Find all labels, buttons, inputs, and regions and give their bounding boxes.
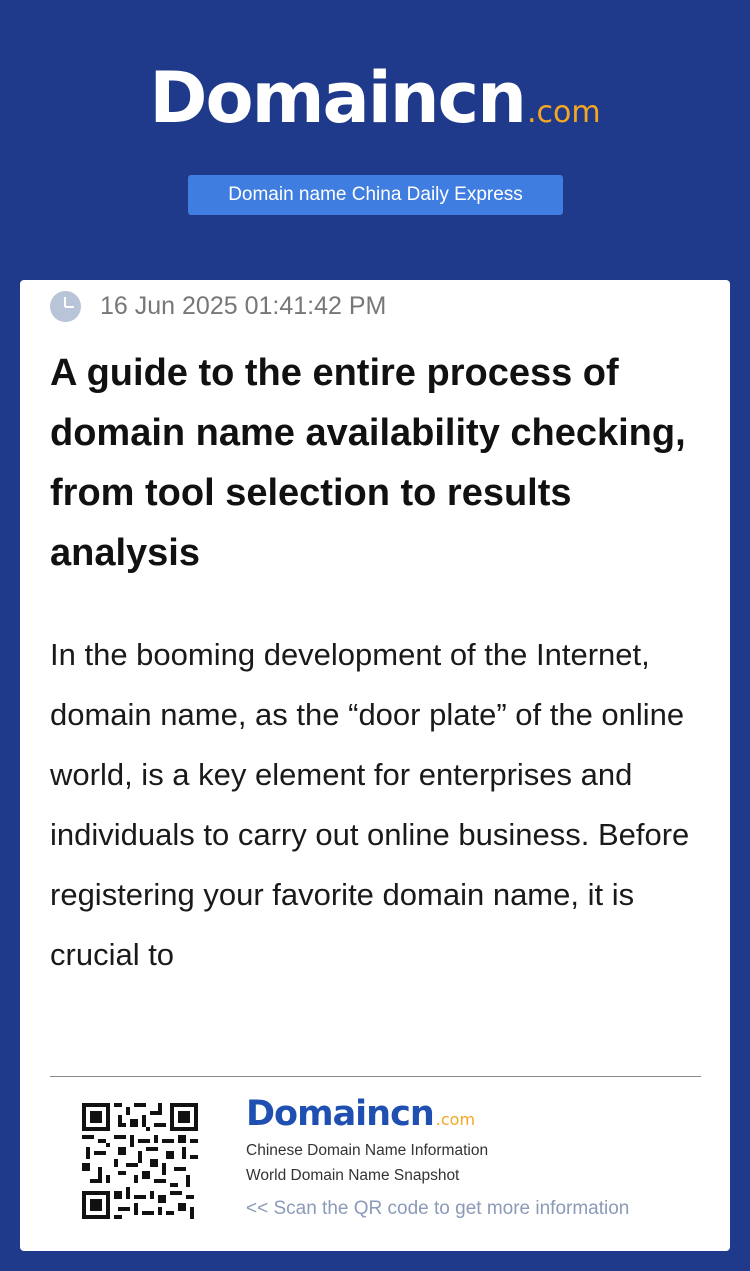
divider xyxy=(50,1076,701,1077)
footer-logo-wordmark: Domaincn xyxy=(246,1094,434,1134)
footer-logo xyxy=(246,1092,475,1136)
scan-qr-hint: << Scan the QR code to get more information xyxy=(246,1198,630,1219)
footer-line-2: World Domain Name Snapshot xyxy=(246,1167,460,1184)
logo-wordmark: Domaincn xyxy=(149,57,525,139)
header-logo xyxy=(0,58,750,138)
article-excerpt: In the booming development of the Internet, domain name, as the “door plate” of the online world, is a key element for enterprises and individuals to carry out online business. Before registering your favorite domain name, it is crucial to xyxy=(50,637,690,972)
article-title: A guide to the entire process of domain name availability checking, from tool selection to results analysis xyxy=(50,352,686,574)
logo-suffix: .com xyxy=(526,95,601,130)
tagline-banner: Domain name China Daily Express xyxy=(188,175,563,215)
footer-line-1: Chinese Domain Name Information xyxy=(246,1142,489,1159)
qr-code-icon[interactable] xyxy=(82,1103,198,1219)
clock-icon xyxy=(50,291,81,322)
footer-logo-suffix: .com xyxy=(435,1110,476,1129)
publish-date: 16 Jun 2025 01:41:42 PM xyxy=(100,291,387,320)
date-row xyxy=(50,288,386,324)
article-card xyxy=(20,280,730,1251)
